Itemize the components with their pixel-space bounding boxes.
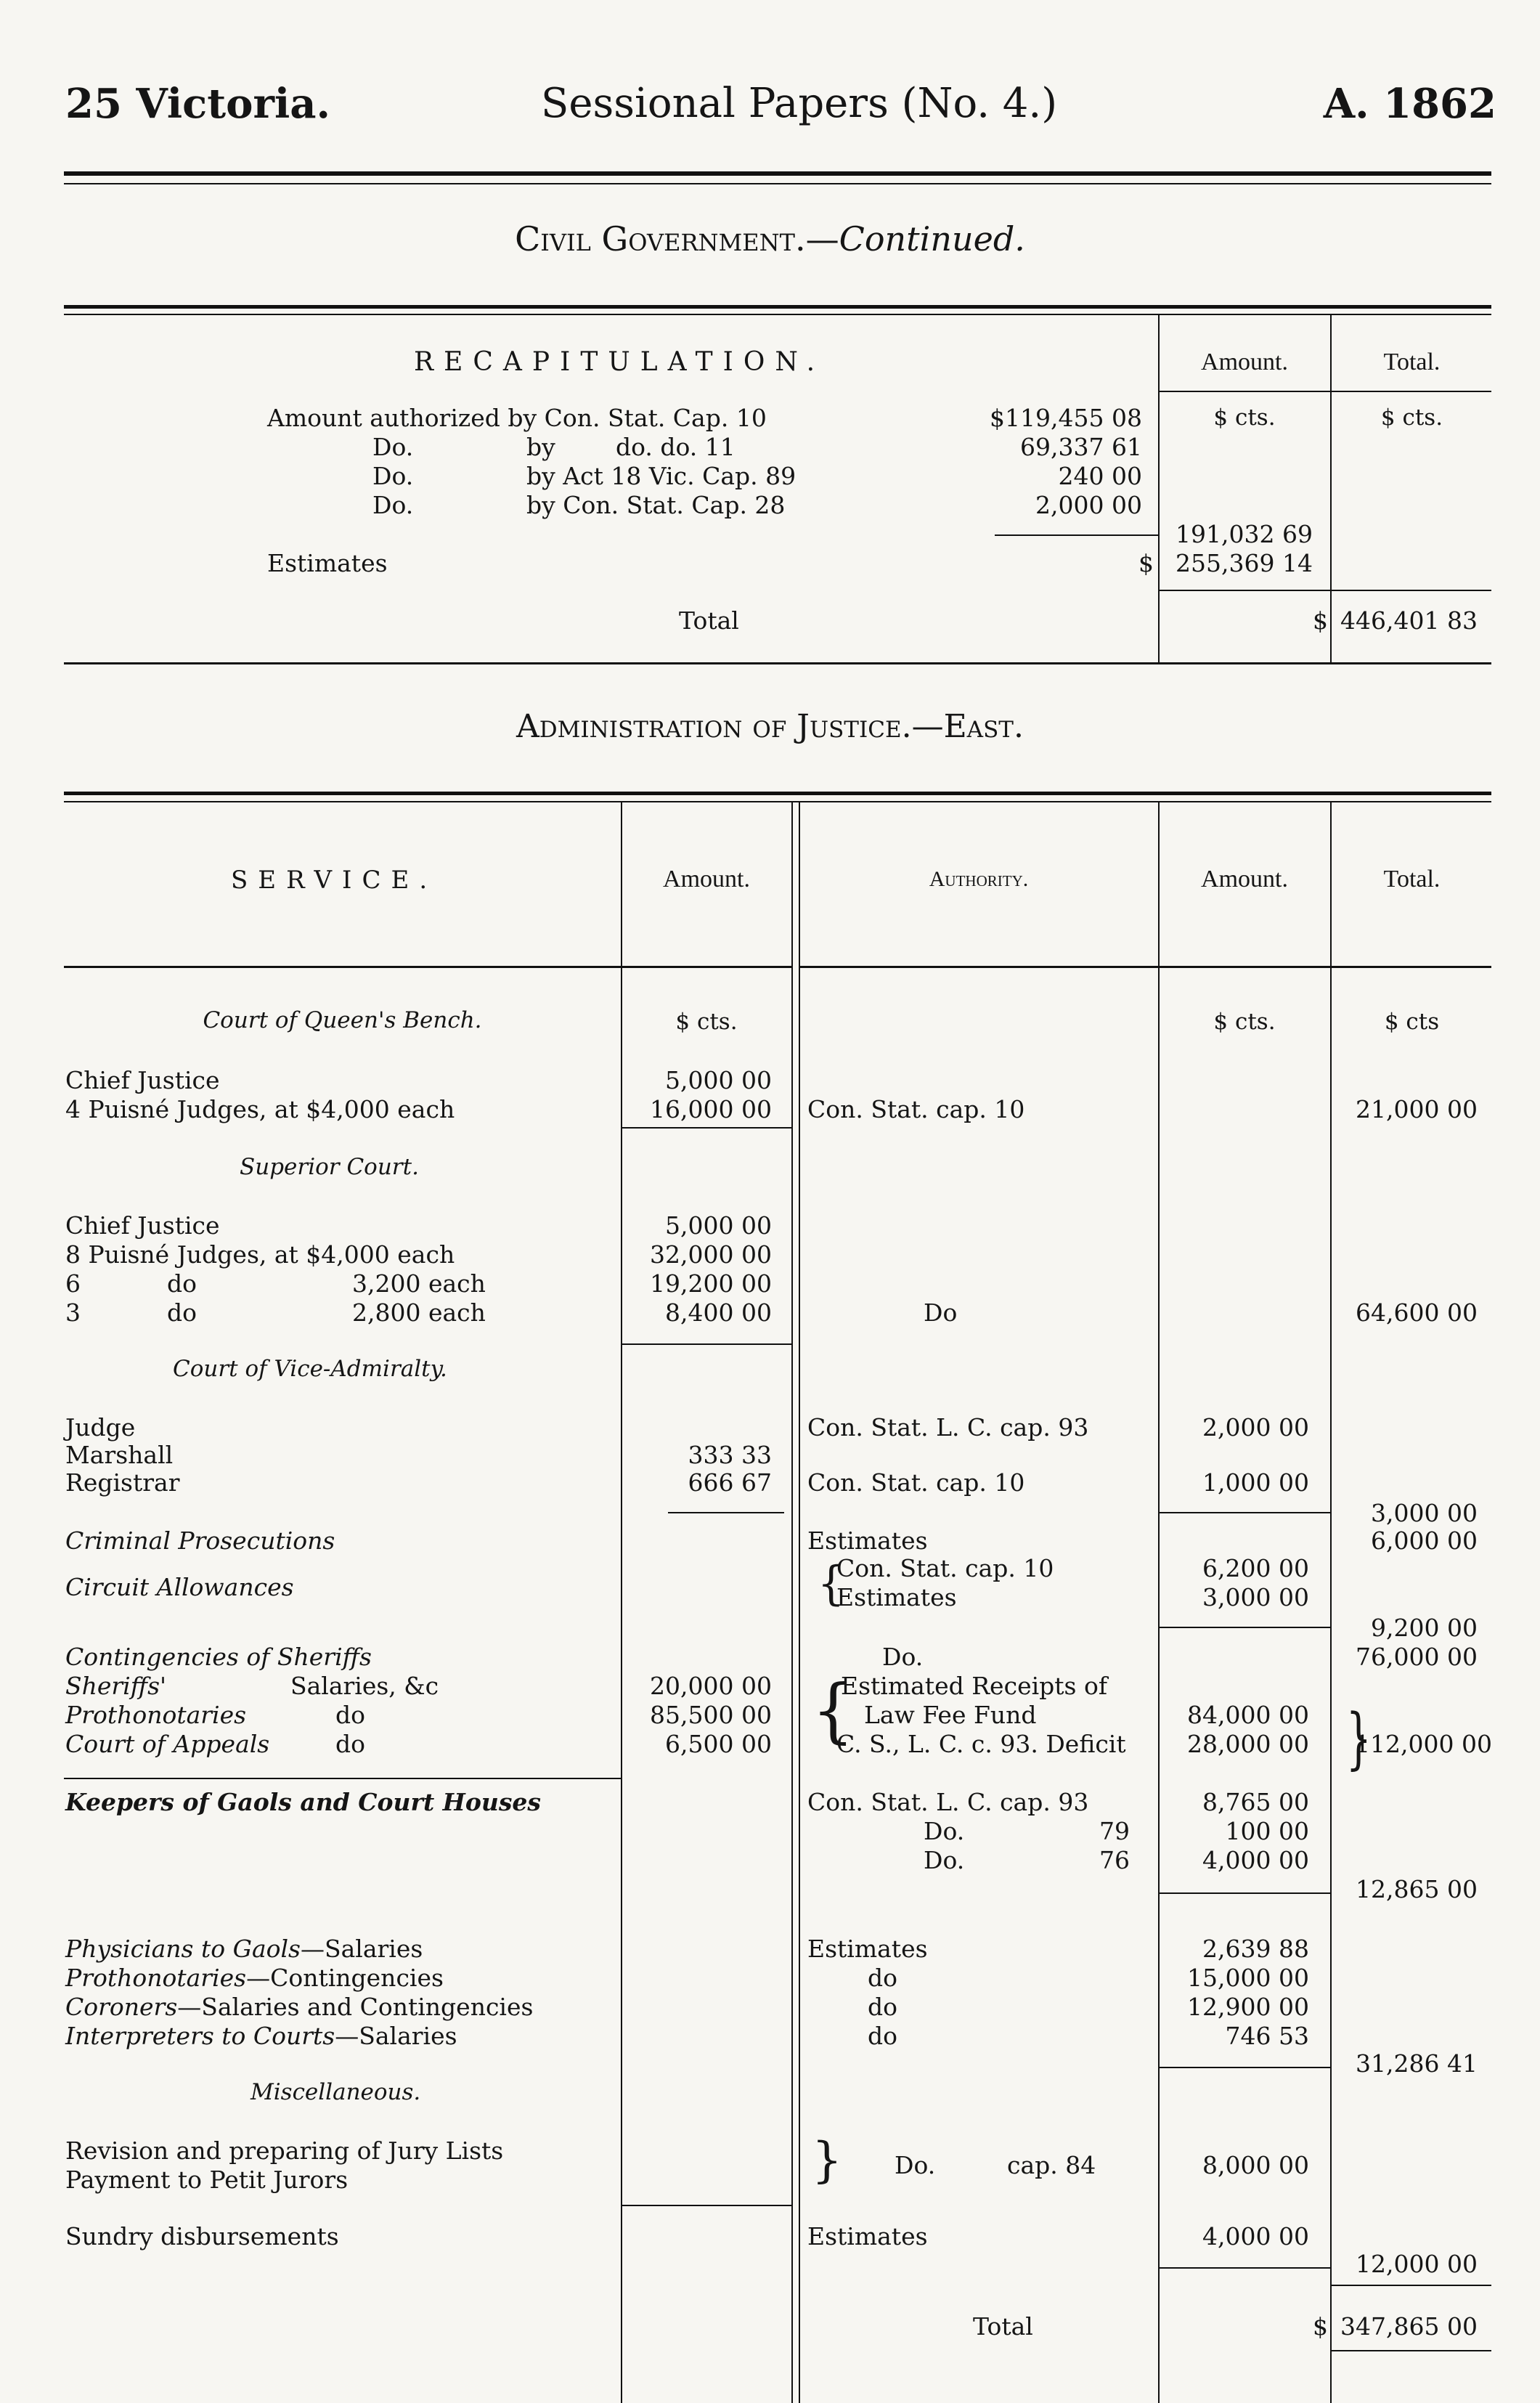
col-header-authority: Authority. <box>929 867 1029 891</box>
recap-top-rule-1 <box>64 305 1491 309</box>
header-rule-thin <box>64 183 1491 184</box>
recap-line-2-by: by <box>526 433 555 461</box>
va-sum-rule-amount-2 <box>1158 1512 1330 1513</box>
prothonotaries-2-authority: do <box>868 1964 897 1992</box>
units-amount-2: $ cts. <box>1213 1009 1276 1035</box>
recap-line-4-do: Do. <box>372 491 414 519</box>
keepers-authority-2-amount: 100 00 <box>1225 1817 1309 1845</box>
va-total: 3,000 00 <box>1371 1499 1478 1527</box>
court-of-appeals <box>65 1730 603 1759</box>
misc-total: 31,286 41 <box>1356 2049 1478 2078</box>
coroners <box>65 1993 533 2022</box>
justice-col-divider-2a <box>791 801 793 2403</box>
qb-chief-justice-amount: 5,000 00 <box>665 1066 772 1094</box>
sc-line-2-rate: 3,200 each <box>352 1269 486 1298</box>
prothonotaries-amount: 85,500 00 <box>650 1701 772 1729</box>
interpreters-label: Interpreters to Courts <box>65 2022 335 2050</box>
grand-total-bottom-rule <box>1330 2350 1491 2351</box>
keepers-authority-2-do: Do. <box>924 1817 965 1845</box>
recap-col-divider-1 <box>1158 314 1160 662</box>
jury-brace: } <box>812 2132 842 2188</box>
units-total: $ cts <box>1384 1009 1440 1035</box>
physicians-amount: 2,639 88 <box>1202 1935 1309 1963</box>
interpreters-amount: 746 53 <box>1225 2022 1309 2050</box>
section-superior-court: Superior Court. <box>240 1154 419 1180</box>
recap-estimates-dollar: $ <box>1138 549 1154 577</box>
contingencies-of-sheriffs: Contingencies of Sheriffs <box>65 1643 372 1671</box>
coroners-label: Coroners <box>65 1993 178 2021</box>
fee-total: 112,000 00 <box>1355 1730 1492 1758</box>
running-head-center: Sessional Papers (No. 4.) <box>541 80 1058 127</box>
qb-puisne-judges-amount: 16,000 00 <box>650 1095 772 1123</box>
recap-units-amount: $ cts. <box>1213 404 1276 431</box>
sc-chief-justice: Chief Justice <box>65 1211 220 1240</box>
recap-heading: RECAPITULATION. <box>414 347 826 377</box>
coroners-authority: do <box>868 1993 897 2021</box>
justice-header-rule-c <box>799 966 1491 968</box>
physicians-authority: Estimates <box>807 1935 928 1963</box>
keepers-authority-2 <box>924 1817 1141 1846</box>
sc-line-2-do: do <box>167 1269 197 1298</box>
fee-authority-1: Estimated Receipts of <box>841 1672 1108 1700</box>
prothonotaries-2-amount: 15,000 00 <box>1187 1964 1309 1992</box>
grand-total: 347,865 00 <box>1340 2312 1478 2341</box>
sc-sum-rule <box>621 1343 791 1345</box>
recap-header-rule <box>1158 391 1491 392</box>
jury-amount: 8,000 00 <box>1202 2151 1309 2179</box>
recap-total-amount: 446,401 83 <box>1340 606 1478 635</box>
recap-line-2-do: Do. <box>372 433 414 461</box>
sundry-disbursements: Sundry disbursements <box>65 2222 339 2250</box>
keepers-authority-3-amount: 4,000 00 <box>1202 1846 1309 1874</box>
section-miscellaneous: Miscellaneous. <box>250 2079 421 2105</box>
payment-petit-jurors: Payment to Petit Jurors <box>65 2166 349 2194</box>
recap-line-1-amount: $119,455 08 <box>990 404 1142 432</box>
sc-puisne-line-3-amount: 8,400 00 <box>665 1298 772 1327</box>
running-head-left: 25 Victoria. <box>65 80 331 128</box>
prothonotaries-do: do <box>335 1701 365 1729</box>
jury-amount-rule <box>621 2205 791 2206</box>
justice-col-divider-3 <box>1158 801 1160 2403</box>
interpreters-rest: —Salaries <box>335 2022 457 2050</box>
grand-total-top-rule <box>1330 2285 1491 2286</box>
circuit-allowances: Circuit Allowances <box>65 1573 294 1601</box>
prothonotaries <box>65 1701 603 1730</box>
prothonotaries-2-rest: —Contingencies <box>246 1964 444 1992</box>
civil-title-text: Civil Government.— <box>515 219 839 259</box>
sc-puisne-line-1-amount: 32,000 00 <box>650 1240 772 1269</box>
keepers-authority-1: Con. Stat. L. C. cap. 93 <box>807 1788 1089 1816</box>
qb-total: 21,000 00 <box>1356 1095 1478 1123</box>
recap-estimates-amount: 255,369 14 <box>1176 549 1313 577</box>
sheriffs-label: Sheriffs' <box>65 1672 167 1700</box>
recap-bottom-rule <box>64 662 1491 664</box>
fee-authority-3-amount: 28,000 00 <box>1187 1730 1309 1758</box>
contingencies-sheriffs-authority: Do. <box>882 1643 924 1671</box>
va-registrar-authority: Con. Stat. cap. 10 <box>807 1468 1025 1497</box>
prothonotaries-contingencies <box>65 1964 444 1993</box>
col-header-total: Total. <box>1383 866 1441 893</box>
sheriffs-salaries <box>65 1672 603 1701</box>
court-of-appeals-do: do <box>335 1730 365 1758</box>
section-title-civil-government <box>0 219 1540 259</box>
sundry-authority: Estimates <box>807 2222 928 2250</box>
fee-authority-2-amount: 84,000 00 <box>1187 1701 1309 1729</box>
va-judge-authority-amount: 2,000 00 <box>1202 1413 1309 1442</box>
recap-line-3-do: Do. <box>372 462 414 490</box>
sc-puisne-line-2 <box>65 1269 603 1298</box>
va-registrar-amount: 666 67 <box>688 1468 772 1497</box>
justice-header-rule-a <box>64 966 621 968</box>
physicians-to-gaols <box>65 1935 423 1964</box>
qb-authority: Con. Stat. cap. 10 <box>807 1095 1025 1123</box>
jury-authority <box>895 2151 1141 2180</box>
recap-col-divider-2 <box>1330 314 1332 662</box>
coroners-amount: 12,900 00 <box>1187 1993 1309 2021</box>
recap-line-1-label: Amount authorized by Con. Stat. Cap. 10 <box>267 404 767 432</box>
va-registrar: Registrar <box>65 1468 180 1497</box>
justice-top-rule-1 <box>64 792 1491 795</box>
justice-top-rule-2 <box>64 801 1491 802</box>
criminal-prosecutions: Criminal Prosecutions <box>65 1526 335 1555</box>
recap-estimates-label: Estimates <box>267 549 388 577</box>
recap-line-2-amount: 69,337 61 <box>1020 433 1142 461</box>
section-title-justice: Administration of Justice.—East. <box>516 708 1024 745</box>
fee-fund-brace: { <box>812 1670 855 1752</box>
recap-col-amount: Amount. <box>1201 349 1288 375</box>
sundry-amount: 4,000 00 <box>1202 2222 1309 2250</box>
col-header-amount-2: Amount. <box>1201 866 1288 893</box>
interpreters <box>65 2022 457 2051</box>
misc-sum-rule <box>1158 2067 1330 2068</box>
justice-col-divider-2b <box>799 801 800 2403</box>
units-amount: $ cts. <box>675 1009 738 1035</box>
keepers-sum-rule <box>1158 1892 1330 1894</box>
sundry-sum-rule <box>1158 2267 1330 2269</box>
fee-total-brace: } <box>1345 1699 1372 1777</box>
running-head-right: A. 1862 <box>1323 80 1496 128</box>
circuit-authority-1: Con. Stat. cap. 10 <box>836 1554 1054 1582</box>
va-registrar-authority-amount: 1,000 00 <box>1202 1468 1309 1497</box>
sc-line-2-count: 6 <box>65 1269 81 1298</box>
sc-chief-justice-amount: 5,000 00 <box>665 1211 772 1240</box>
revision-jury-lists: Revision and preparing of Jury Lists <box>65 2136 504 2165</box>
coroners-rest: —Salaries and Contingencies <box>177 1993 534 2021</box>
circuit-brace: { <box>818 1556 844 1611</box>
keepers-authority-3 <box>924 1846 1141 1875</box>
sc-line-3-rate: 2,800 each <box>352 1298 486 1327</box>
fee-authority-3: C. S., L. C. c. 93. Deficit <box>836 1730 1126 1758</box>
sc-authority: Do <box>924 1298 958 1327</box>
court-of-appeals-amount: 6,500 00 <box>665 1730 772 1758</box>
criminal-prosecutions-total: 6,000 00 <box>1371 1526 1478 1555</box>
keepers-authority-2-cap: 79 <box>1099 1817 1130 1845</box>
justice-col-divider-1 <box>621 801 622 2403</box>
recap-line-1 <box>267 404 1142 433</box>
qb-puisne-judges: 4 Puisné Judges, at $4,000 each <box>65 1095 455 1123</box>
justice-col-divider-4 <box>1330 801 1332 2403</box>
recap-total-label: Total <box>679 606 739 635</box>
keepers-top-rule <box>64 1778 621 1779</box>
justice-header-rule-b <box>621 966 791 968</box>
qb-chief-justice: Chief Justice <box>65 1066 220 1094</box>
keepers-total: 12,865 00 <box>1356 1875 1478 1903</box>
circuit-authority-2: Estimates <box>836 1583 957 1611</box>
sheriffs-amount: 20,000 00 <box>650 1672 772 1700</box>
sc-line-3-do: do <box>167 1298 197 1327</box>
header-rule-thick <box>64 171 1491 176</box>
recap-col-total: Total. <box>1383 349 1441 375</box>
recap-sum-rule <box>995 534 1158 536</box>
circuit-sum-rule <box>1158 1627 1330 1628</box>
circuit-total: 9,200 00 <box>1371 1614 1478 1642</box>
recap-total-dollar: $ <box>1313 606 1328 635</box>
va-sum-rule-amount <box>668 1512 784 1513</box>
recap-total-rule <box>1158 590 1491 591</box>
va-marshall: Marshall <box>65 1441 174 1469</box>
civil-title-continued: Continued. <box>839 219 1025 259</box>
sc-puisne-line-1: 8 Puisné Judges, at $4,000 each <box>65 1240 455 1269</box>
circuit-authority-1-amount: 6,200 00 <box>1202 1554 1309 1582</box>
recap-line-2-ref: do. do. 11 <box>616 433 736 461</box>
recap-units-total: $ cts. <box>1380 404 1443 431</box>
contingencies-sheriffs-total: 76,000 00 <box>1356 1643 1478 1671</box>
recap-line-3-ref: by Act 18 Vic. Cap. 89 <box>526 462 797 490</box>
recap-subtotal: 191,032 69 <box>1176 520 1313 548</box>
court-of-appeals-label: Court of Appeals <box>65 1730 270 1758</box>
section-vice-admiralty: Court of Vice-Admiralty. <box>173 1356 447 1382</box>
sundry-total: 12,000 00 <box>1356 2250 1478 2278</box>
recap-line-4-ref: by Con. Stat. Cap. 28 <box>526 491 786 519</box>
section-queens-bench: Court of Queen's Bench. <box>203 1007 482 1033</box>
col-header-service: SERVICE. <box>231 866 438 895</box>
sc-total: 64,600 00 <box>1356 1298 1478 1327</box>
va-marshall-amount: 333 33 <box>688 1441 772 1469</box>
jury-authority-do: Do. <box>895 2151 936 2179</box>
criminal-prosecutions-authority: Estimates <box>807 1526 928 1555</box>
sheriffs-rest: Salaries, &c <box>290 1672 439 1700</box>
keepers-authority-3-do: Do. <box>924 1846 965 1874</box>
prothonotaries-2-label: Prothonotaries <box>65 1964 247 1992</box>
circuit-authority-2-amount: 3,000 00 <box>1202 1583 1309 1611</box>
keepers-of-gaols: Keepers of Gaols and Court Houses <box>65 1788 542 1816</box>
prothonotaries-label: Prothonotaries <box>65 1701 247 1729</box>
grand-total-label: Total <box>973 2312 1033 2341</box>
qb-sum-rule <box>621 1127 791 1129</box>
sc-line-3-count: 3 <box>65 1298 81 1327</box>
va-judge-authority: Con. Stat. L. C. cap. 93 <box>807 1413 1089 1442</box>
col-header-amount: Amount. <box>663 866 750 893</box>
keepers-authority-1-amount: 8,765 00 <box>1202 1788 1309 1816</box>
sc-puisne-line-2-amount: 19,200 00 <box>650 1269 772 1298</box>
interpreters-authority: do <box>868 2022 897 2050</box>
keepers-authority-3-cap: 76 <box>1099 1846 1130 1874</box>
physicians-rest: —Salaries <box>301 1935 423 1963</box>
grand-total-dollar: $ <box>1313 2312 1328 2341</box>
recap-line-4-amount: 2,000 00 <box>1035 491 1142 519</box>
va-judge: Judge <box>65 1413 136 1442</box>
jury-authority-cap: cap. 84 <box>1007 2151 1096 2179</box>
recap-top-rule-2 <box>64 314 1491 315</box>
sc-puisne-line-3 <box>65 1298 603 1327</box>
fee-authority-2: Law Fee Fund <box>864 1701 1037 1729</box>
recap-line-3-amount: 240 00 <box>1058 462 1142 490</box>
physicians-label: Physicians to Gaols <box>65 1935 301 1963</box>
